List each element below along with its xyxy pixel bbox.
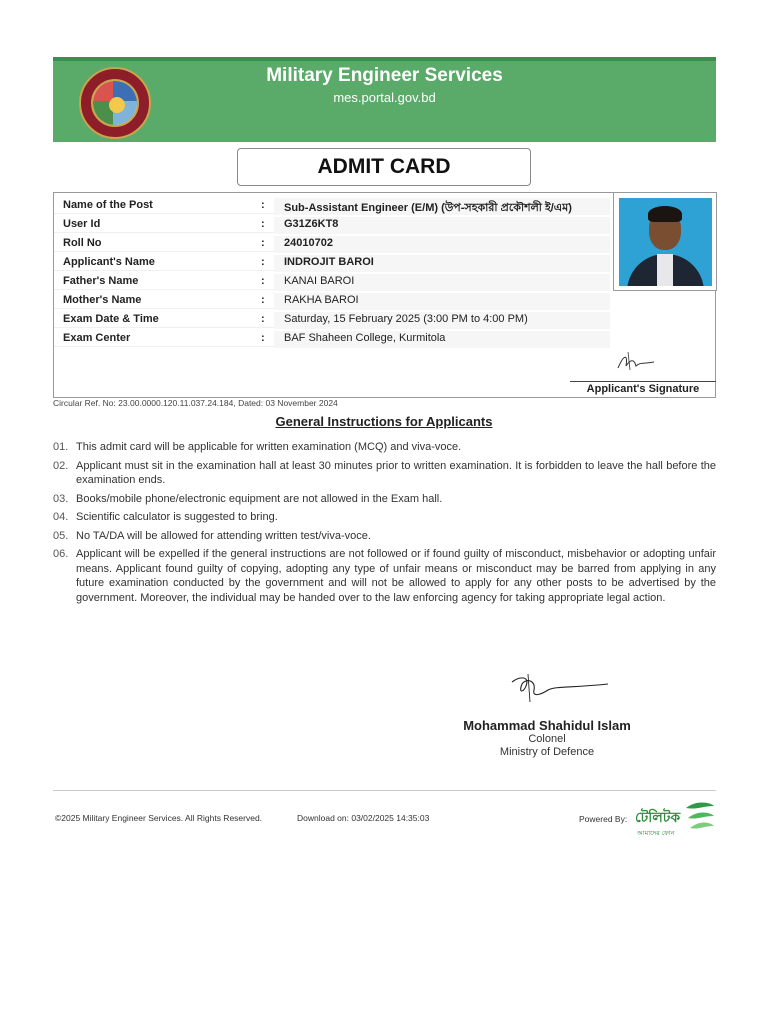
footer-divider <box>53 790 716 791</box>
applicant-signature-label: Applicant's Signature <box>586 383 700 395</box>
instruction-text: Applicant must sit in the examination hall at least 30 minutes prior to written examination. It is forbidden to leave the hall before the examination ends. <box>76 459 716 486</box>
info-label: Exam Date & Time <box>63 313 159 325</box>
list-item <box>53 492 716 507</box>
info-row-mother-name <box>54 290 610 309</box>
list-item <box>53 440 716 455</box>
teletalk-tagline: আমাদের ফোন <box>637 830 675 837</box>
instruction-text: This admit card will be applicable for written examination (MCQ) and viva-voce. <box>76 441 462 453</box>
info-separator: : <box>261 237 265 249</box>
info-separator: : <box>261 218 265 230</box>
instruction-number: 06. <box>53 548 69 560</box>
info-row-exam-date <box>54 309 610 328</box>
teletalk-leaf-icon <box>682 800 716 836</box>
info-row-roll-no <box>54 233 610 252</box>
applicant-signature-mark <box>614 350 658 374</box>
info-value: KANAI BAROI <box>274 274 610 291</box>
info-label: Father's Name <box>63 275 139 287</box>
teletalk-logo: টেলিটক <box>635 809 681 825</box>
instructions-list <box>53 440 716 609</box>
authority-rank: Colonel <box>528 733 566 745</box>
info-value: Sub-Assistant Engineer (E/M) (উপ-সহকারী প্রকৌশলী ই/এম) <box>274 198 610 215</box>
info-label: Applicant's Name <box>63 256 155 268</box>
footer-download-time: Download on: 03/02/2025 14:35:03 <box>297 813 430 823</box>
info-separator: : <box>261 332 265 344</box>
info-label: Mother's Name <box>63 294 142 306</box>
header-banner <box>53 57 716 142</box>
instructions-title: General Instructions for Applicants <box>275 414 493 429</box>
instruction-number: 01. <box>53 441 69 453</box>
info-row-applicant-name <box>54 252 610 271</box>
applicant-info-box <box>53 192 716 398</box>
info-value: INDROJIT BAROI <box>274 255 610 272</box>
footer-copyright: ©2025 Military Engineer Services. All Rights Reserved. <box>55 813 263 823</box>
admit-card-title: ADMIT CARD <box>237 148 531 186</box>
list-item <box>53 510 716 525</box>
info-value: G31Z6KT8 <box>274 217 610 234</box>
info-value: 24010702 <box>274 236 610 253</box>
instruction-number: 03. <box>53 492 69 505</box>
info-label: Exam Center <box>63 332 131 344</box>
authority-signature-mark <box>508 672 612 706</box>
list-item <box>53 529 716 544</box>
instruction-text: Books/mobile phone/electronic equipment are not allowed in the Exam hall. <box>76 492 443 505</box>
info-separator: : <box>261 294 265 306</box>
info-separator: : <box>261 313 265 325</box>
info-label: Roll No <box>63 237 102 249</box>
info-value: Saturday, 15 February 2025 (3:00 PM to 4:00 PM) <box>274 312 610 329</box>
info-row-father-name <box>54 271 610 290</box>
list-item <box>53 459 716 488</box>
powered-by-label: Powered By: <box>579 814 628 824</box>
circular-reference: Circular Ref. No: 23.00.0000.120.11.037.24.184, Dated: 03 November 2024 <box>53 398 338 408</box>
org-name: Military Engineer Services <box>266 65 503 86</box>
org-url: mes.portal.gov.bd <box>333 90 436 105</box>
info-separator: : <box>261 275 265 287</box>
instruction-number: 04. <box>53 511 69 523</box>
info-row-post <box>54 195 610 214</box>
instruction-number: 02. <box>53 459 69 472</box>
applicant-photo <box>613 192 717 291</box>
info-row-exam-center <box>54 328 610 347</box>
info-value: BAF Shaheen College, Kurmitola <box>274 331 610 348</box>
list-item <box>53 547 716 605</box>
authority-ministry: Ministry of Defence <box>499 746 595 758</box>
info-value: RAKHA BAROI <box>274 293 610 310</box>
info-row-user-id <box>54 214 610 233</box>
instruction-number: 05. <box>53 529 69 542</box>
authority-name: Mohammad Shahidul Islam <box>463 718 631 733</box>
instruction-text: Scientific calculator is suggested to bring. <box>76 511 278 523</box>
info-label: User Id <box>63 218 101 230</box>
signature-line <box>570 381 716 382</box>
info-separator: : <box>261 256 265 268</box>
info-separator: : <box>261 199 265 211</box>
instruction-text: No TA/DA will be allowed for attending written test/viva-voce. <box>76 529 371 542</box>
info-label: Name of the Post <box>63 199 153 211</box>
instruction-text: Applicant will be expelled if the general instructions are not followed or if found guilty of misconduct, misbehavior or adopting unfair means. Applicant found guilty of copying, adopting any type of unfair means or misconduct may be barred from applying in any future examination conducted by the government and will not be allowed to apply for any other posts to be advertised by the government. Moreover, the individual may be handed over to the law enforcing agency for taking appropriate legal action. <box>76 548 716 604</box>
